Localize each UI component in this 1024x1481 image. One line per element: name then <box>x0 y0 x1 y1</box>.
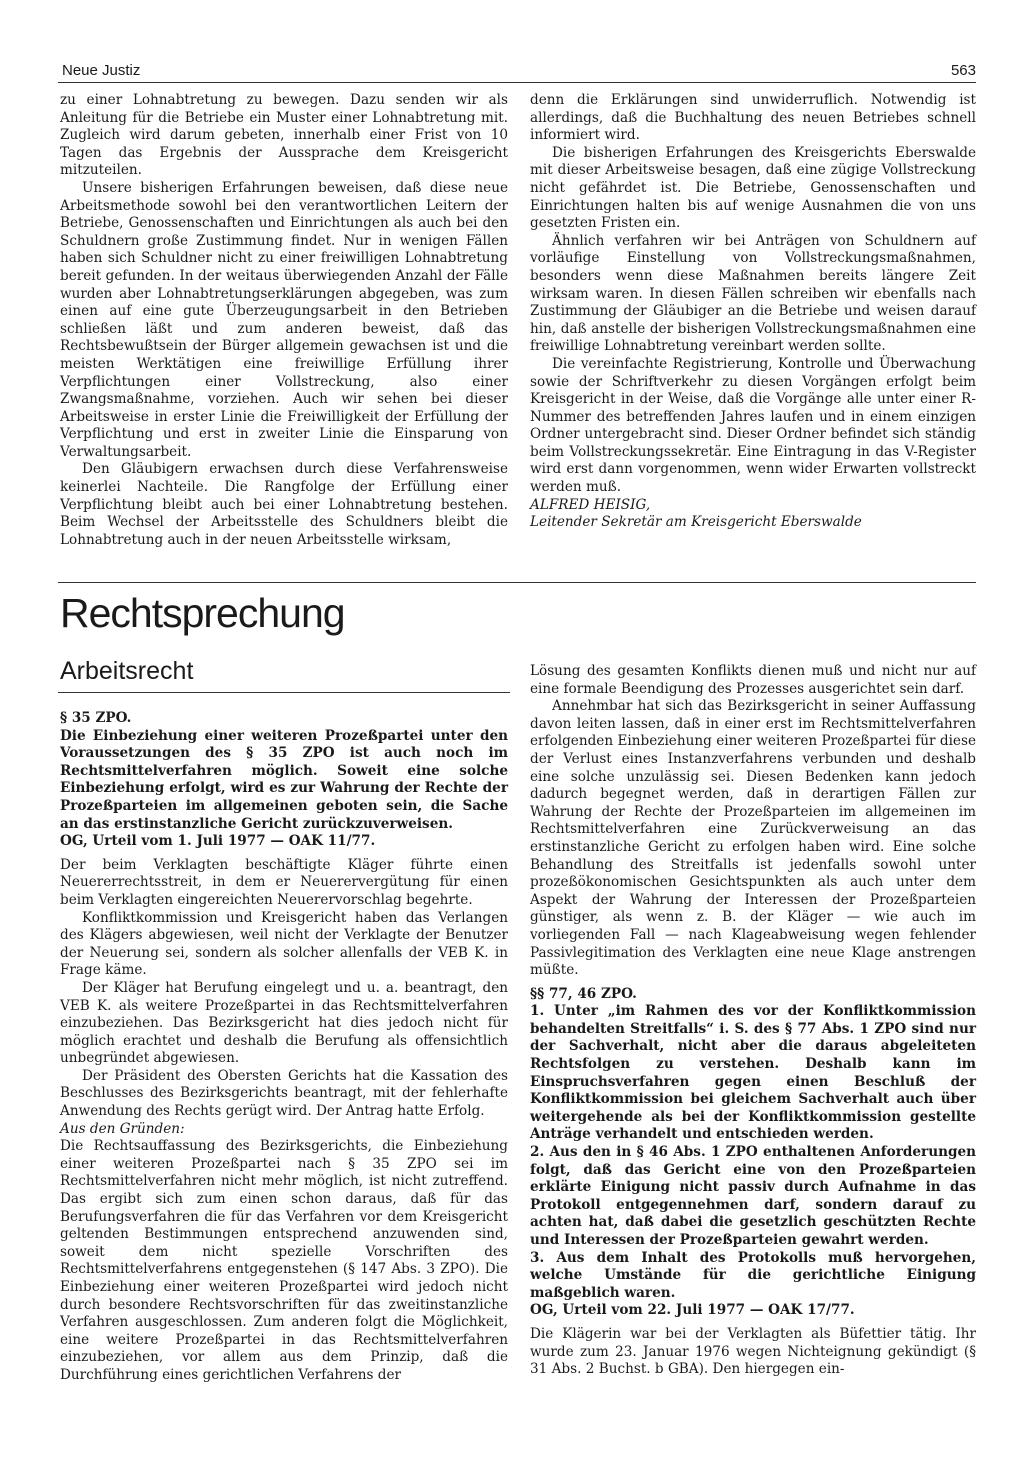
section-title: Rechtsprechung <box>60 590 345 636</box>
paragraph: Die Rechtsauffassung des Bezirksgerichts, die Einbeziehung einer weiteren Prozeßpartei nach § 35 ZPO sei im Rechtsmittelverfahren nicht mehr möglich, ist nicht zutreffend. Das ergibt sich zum einen schon daraus, daß für das Berufungsverfahren die für das Verfahren vor dem Kreisgericht geltenden Bestimmungen entsprechend anzuwenden sind, soweit dem nicht spezielle Vorschriften des Rechtsmittelverfahrens entgegenstehen (§ 147 Abs. 3 ZPO). Die Einbeziehung einer weiteren Prozeßpartei wird jedoch nicht durch besondere Rechtsvorschriften für das zweitinstanzliche Verfahren ausgeschlossen. Zum anderen folgt die Möglichkeit, eine weitere Prozeßpartei in das Rechtsmittelverfahren einzubeziehen, vor allem aus dem Prinzip, daß die Durchführung eines gerichtlichen Verfahrens der <box>60 1138 508 1383</box>
article-column-left <box>60 92 508 549</box>
subsection-rule <box>58 692 510 693</box>
page-header <box>62 62 976 82</box>
case-statute: §§ 77, 46 ZPO. <box>530 985 637 1002</box>
paragraph: Den Gläubigern erwachsen durch diese Verfahrensweise keinerlei Nachteile. Die Rangfolge der Erfüllung einer Verpflichtung bleibt auch bei einer Lohnabtretung bestehen. Beim Wechsel der Arbeitsstelle des Schuldners bleibt die Lohnabtretung auch in der neuen Arbeitsstelle wirksam, <box>60 461 508 548</box>
case-headnote: Die Einbeziehung einer weiteren Prozeßpartei unter den Voraussetzungen des § 35 ZPO ist auch noch im Rechtsmittelverfahren möglich. Soweit eine solche Einbeziehung erfolgt, wird es zur Wahrung der Rechte der Prozeßparteien im allgemeinen geboten sein, die Sache an das erstinstanzliche Gericht zurückzuverweisen. <box>60 727 508 832</box>
paragraph: zu einer Lohnabtretung zu bewegen. Dazu senden wir als Anleitung für die Betriebe ein Muster einer Lohnabtretung mit. Zugleich wird darum gebeten, innerhalb einer Frist von 10 Tagen das Ergebnis der Aussprache dem Kreisgericht mitzuteilen. <box>60 92 508 179</box>
paragraph: Der Kläger hat Berufung eingelegt und u. a. beantragt, den VEB K. als weitere Prozeßpartei in das Rechtsmittelverfahren einzubeziehen. Das Bezirksgericht hat dies jedoch nicht für möglich erachtet und deshalb die Berufung als offensichtlich unbegründet abgewiesen. <box>60 979 508 1067</box>
case-headnote: 3. Aus dem Inhalt des Protokolls muß hervorgehen, welche Umstände für die gerichtliche Einigung maßgeblich waren. <box>530 1249 976 1301</box>
paragraph: Der Präsident des Obersten Gerichts hat die Kassation des Beschlusses des Bezirksgerichts beantragt, mit der fehlerhafte Anwendung des Rechts gerügt wird. Der Antrag hatte Erfolg. <box>60 1067 508 1120</box>
header-rule <box>58 82 976 83</box>
paragraph: Die vereinfachte Registrierung, Kontrolle und Überwachung sowie der Schriftverkehr zu diesen Vorgängen erfolgt beim Kreisgericht in der Weise, daß die Vorgänge alle unter einer R-Nummer des betreffenden Jahres laufen und in einem einzigen Ordner untergebracht sind. Dieser Ordner befindet sich ständig beim Vollstreckungssekretär. Eine Eintragung in das V-Register wird erst dann vorgenommen, wenn wider Erwarten vollstreckt werden muß. <box>530 355 976 496</box>
decision-column-left <box>60 710 508 1385</box>
paragraph: Konfliktkommission und Kreisgericht haben das Verlangen des Klägers abgewiesen, weil nicht der Verklagte der Benutzer der Neuerung sei, sondern als solcher allenfalls der VEB K. in Frage käme. <box>60 909 508 979</box>
subsection-title: Arbeitsrecht <box>60 657 194 685</box>
paragraph: Unsere bisherigen Erfahrungen beweisen, daß diese neue Arbeitsmethode sowohl bei den verantwortlichen Leitern der Betriebe, Genossenschaften und Einrichtungen als auch bei den Schuldnern große Zustimmung findet. Nur in wenigen Fällen haben sich Schuldner nicht zu einer freiwilligen Lohnabtretung bereit gefunden. In der weitaus überwiegenden Anzahl der Fälle wurden aber Lohnabtretungserklärungen abgegeben, was zum einen auf eine gute Überzeugungsarbeit in den Betrieben schließen läßt und zum anderen beweist, daß das Rechtsbewußtsein der Bürger allgemein gewachsen ist und die meisten Werktätigen eine freiwillige Erfüllung ihrer Verpflichtungen einer Vollstreckung, also einer Zwangsmaßnahme, vorziehen. Auch wir sehen bei dieser Arbeitsweise in erster Linie die Freiwilligkeit der Erfüllung der Verpflichtung und erst in zweiter Linie die Einsparung von Verwaltungsarbeit. <box>60 179 508 460</box>
paragraph: Der beim Verklagten beschäftigte Kläger führte einen Neuererrechtsstreit, in dem er Neuerervergütung für einen beim Verklagten eingereichten Neuerervorschlag begehrte. <box>60 856 508 908</box>
paragraph: denn die Erklärungen sind unwiderruflich. Notwendig ist allerdings, daß die Buchhaltung des neuen Betriebes schnell informiert wird. <box>530 92 976 144</box>
section-rule <box>58 582 976 583</box>
case-citation: OG, Urteil vom 22. Juli 1977 — OAK 17/77. <box>530 1302 855 1319</box>
paragraph: Ähnlich verfahren wir bei Anträgen von Schuldnern auf vorläufige Einstellung von Vollstreckungsmaßnahmen, besonders wenn diese Maßnahmen bereits längere Zeit wirksam waren. In diesen Fällen schreiben wir ebenfalls nach Zustimmung der Gläubiger an die Betriebe und weisen darauf hin, daß anstelle der bisherigen Vollstreckungsmaßnahmen eine freiwillige Lohnabtretung vereinbart werden sollte. <box>530 232 976 355</box>
decision-column-right <box>530 663 976 1379</box>
case-headnote: 2. Aus den in § 46 Abs. 1 ZPO enthaltenen Anforderungen folgt, daß das Gericht eine von den Prozeßparteien erklärte Einigung nicht passiv durch Aufnahme in das Protokoll entgegennehmen darf, sondern darauf zu achten hat, daß dabei die gesetzlich geschützten Rechte und Interessen der Prozeßparteien gewahrt werden. <box>530 1144 976 1248</box>
case-headnote: 1. Unter „im Rahmen des vor der Konfliktkommission behandelten Streitfalls“ i. S. des § 77 Abs. 1 ZPO sind nur der Sachverhalt, nicht aber die daraus abgeleiteten Rechtsfolgen zu verstehen. Deshalb kann im Einspruchsverfahren gegen einen Beschluß der Konfliktkommission bei gleichem Sachverhalt auch über weitergehende als bei der Konfliktkommission gestellte Anträge verhandelt und entschieden werden. <box>530 1003 976 1143</box>
author-name: ALFRED HEISIG, <box>530 496 651 513</box>
paragraph: Annehmbar hat sich das Bezirksgericht in seiner Auffassung davon leiten lassen, daß in einer erst im Rechtsmittelverfahren erfolgenden Einbeziehung einer weiteren Prozeßpartei für diese der Verlust eines Instanzverfahrens verbunden und deshalb eine solche unzulässig sei. Diesen Bedenken kann jedoch dadurch begegnet werden, daß in derartigen Fällen zur Wahrung der Rechte der Prozeßparteien im allgemeinen im Rechtsmittelverfahren eine Zurückverweisung an das erstinstanzliche Gericht zu erfolgen haben wird. Eine solche Behandlung des Streitfalls ist jedenfalls sowohl unter prozeßökonomischen Gesichtspunkten als auch unter dem Aspekt der Wahrung der Interessen der Prozeßparteien günstiger, als wenn z. B. der Kläger — wie auch im vorliegenden Fall — nach Klageabweisung wegen fehlender Passivlegitimation des Verklagten eine neue Klage anstrengen müßte. <box>530 698 976 979</box>
journal-title: Neue Justiz <box>62 62 141 79</box>
author-role: Leitender Sekretär am Kreisgericht Eberswalde <box>530 514 862 531</box>
paragraph: Die bisherigen Erfahrungen des Kreisgerichts Eberswalde mit dieser Arbeitsweise besagen, daß eine zügige Vollstreckung nicht gefährdet ist. Die Betriebe, Genossenschaften und Einrichtungen halten bis auf wenige Ausnahmen die von uns gesetzten Fristen ein. <box>530 144 976 232</box>
paragraph: Lösung des gesamten Konflikts dienen muß und nicht nur auf eine formale Beendigung des Prozesses ausgerichtet sein darf. <box>530 663 976 697</box>
article-column-right <box>530 92 976 532</box>
case-statute: § 35 ZPO. <box>60 710 132 726</box>
paragraph: Die Klägerin war bei der Verklagten als Büfettier tätig. Ihr wurde zum 23. Januar 1976 wegen Nichteignung gekündigt (§ 31 Abs. 2 Buchst. b GBA). Den hiergegen ein- <box>530 1325 976 1378</box>
case-citation: OG, Urteil vom 1. Juli 1977 — OAK 11/77. <box>60 833 376 850</box>
reasons-heading: Aus den Gründen: <box>60 1120 185 1137</box>
page-number: 563 <box>950 62 976 79</box>
